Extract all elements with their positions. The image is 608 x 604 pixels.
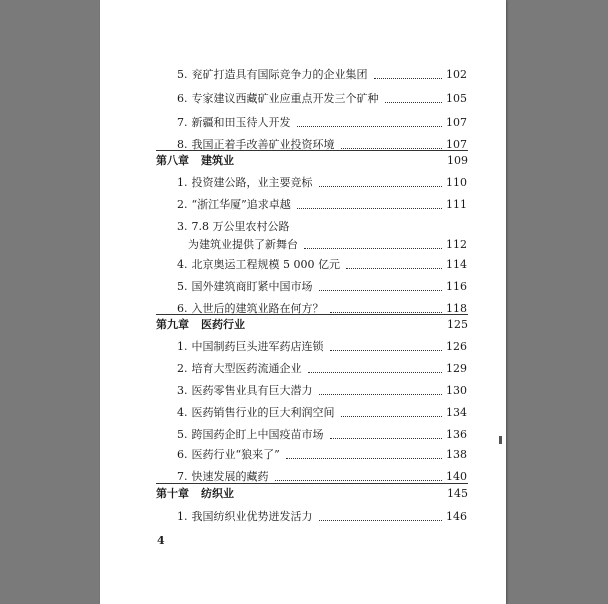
- entry-page: 140: [446, 470, 467, 483]
- toc-entry[interactable]: [177, 428, 467, 441]
- entry-title: 中国制药巨头进军药店连锁: [191, 340, 324, 353]
- entry-title: 北京奥运工程规模 5 000 亿元: [191, 258, 340, 271]
- entry-title-continued: 为建筑业提供了新舞台: [188, 238, 298, 251]
- entry-page: 110: [446, 176, 467, 189]
- toc-entry[interactable]: [177, 448, 467, 461]
- dot-leader: [330, 311, 443, 313]
- entry-number: 7.: [177, 470, 188, 483]
- entry-number: 3.: [177, 220, 188, 233]
- dot-leader: [385, 101, 443, 103]
- dot-leader: [286, 457, 442, 459]
- entry-title: 医药销售行业的巨大利润空间: [191, 406, 335, 419]
- chapter-page: 109: [447, 154, 468, 167]
- entry-number: 3.: [177, 384, 188, 397]
- dot-leader: [341, 415, 443, 417]
- chapter-page: 125: [447, 318, 468, 331]
- chapter-number: 第十章: [156, 487, 189, 500]
- entry-title: 我国正着手改善矿业投资环境: [191, 138, 335, 151]
- entry-page: 118: [446, 302, 467, 315]
- dot-leader: [319, 289, 443, 291]
- entry-number: 7.: [177, 116, 188, 129]
- entry-title: 培育大型医药流通企业: [191, 362, 302, 375]
- entry-title: “浙江华厦”追求卓越: [191, 198, 291, 211]
- toc-entry-first-line: [177, 220, 290, 233]
- toc-entry[interactable]: [177, 92, 467, 105]
- entry-page: 107: [446, 138, 467, 151]
- toc-entry[interactable]: [188, 238, 467, 251]
- entry-number: 6.: [177, 448, 188, 461]
- chapter-title: 建筑业: [201, 154, 234, 167]
- entry-number: 4.: [177, 258, 188, 271]
- entry-page: 105: [446, 92, 467, 105]
- toc-entry[interactable]: [177, 258, 467, 271]
- entry-title: 兖矿打造具有国际竞争力的企业集团: [191, 68, 368, 81]
- entry-page: 126: [446, 340, 467, 353]
- toc-entry[interactable]: [177, 470, 467, 483]
- dot-leader: [304, 247, 442, 249]
- entry-page: 107: [446, 116, 467, 129]
- toc-chapter[interactable]: [156, 318, 468, 331]
- entry-number: 5.: [177, 68, 188, 81]
- entry-title: 7.8 万公里农村公路: [191, 220, 290, 233]
- entry-page: 102: [446, 68, 467, 81]
- entry-number: 2.: [177, 198, 188, 211]
- entry-page: 130: [446, 384, 467, 397]
- dot-leader: [297, 125, 443, 127]
- entry-number: 4.: [177, 406, 188, 419]
- toc-entry[interactable]: [177, 198, 467, 211]
- entry-page: 146: [446, 510, 467, 523]
- dot-leader: [374, 77, 443, 79]
- dot-leader: [341, 147, 443, 149]
- dot-leader: [319, 185, 443, 187]
- toc-entry[interactable]: [177, 68, 467, 81]
- entry-page: 138: [446, 448, 467, 461]
- entry-page: 136: [446, 428, 467, 441]
- entry-title: 跨国药企盯上中国疫苗市场: [191, 428, 324, 441]
- toc-entry[interactable]: [177, 280, 467, 293]
- entry-title: 入世后的建筑业路在何方？: [191, 302, 324, 315]
- dot-leader: [330, 349, 443, 351]
- dot-leader: [308, 371, 443, 373]
- entry-number: 1.: [177, 176, 188, 189]
- entry-number: 6.: [177, 92, 188, 105]
- entry-title: 快速发展的藏药: [191, 470, 269, 483]
- chapter-page: 145: [447, 487, 468, 500]
- scan-mark: [499, 436, 502, 444]
- chapter-divider: [156, 150, 468, 151]
- entry-title: 国外建筑商盯紧中国市场: [191, 280, 313, 293]
- toc-entry[interactable]: [177, 176, 467, 189]
- chapter-title: 纺织业: [201, 487, 234, 500]
- entry-number: 5.: [177, 280, 188, 293]
- entry-number: 6.: [177, 302, 188, 315]
- toc-chapter[interactable]: [156, 154, 468, 167]
- toc-entry[interactable]: [177, 340, 467, 353]
- entry-number: 1.: [177, 340, 188, 353]
- toc-entry[interactable]: [177, 510, 467, 523]
- entry-page: 111: [446, 198, 467, 211]
- chapter-number: 第九章: [156, 318, 189, 331]
- entry-title: 医药零售业具有巨大潜力: [191, 384, 313, 397]
- toc-entry[interactable]: [177, 362, 467, 375]
- entry-page: 134: [446, 406, 467, 419]
- toc-entry[interactable]: [177, 406, 467, 419]
- entry-page: 129: [446, 362, 467, 375]
- chapter-divider: [156, 314, 468, 315]
- entry-title: 我国纺织业优势迸发活力: [191, 510, 313, 523]
- dot-leader: [330, 437, 443, 439]
- entry-title: 专家建议西藏矿业应重点开发三个矿种: [191, 92, 379, 105]
- entry-number: 8.: [177, 138, 188, 151]
- entry-page: 112: [446, 238, 467, 251]
- chapter-number: 第八章: [156, 154, 189, 167]
- dot-leader: [297, 207, 442, 209]
- chapter-divider: [156, 483, 468, 484]
- page-number: 4: [157, 534, 165, 547]
- document-page: [100, 0, 506, 604]
- dot-leader: [319, 393, 443, 395]
- dot-leader: [275, 479, 443, 481]
- toc-entry[interactable]: [177, 116, 467, 129]
- entry-page: 114: [446, 258, 467, 271]
- entry-number: 2.: [177, 362, 188, 375]
- entry-number: 5.: [177, 428, 188, 441]
- dot-leader: [346, 267, 442, 269]
- entry-title: 投资建公路，业主要竞标: [191, 176, 313, 189]
- chapter-title: 医药行业: [201, 318, 245, 331]
- entry-title: 新疆和田玉待人开发: [191, 116, 291, 129]
- toc-entry[interactable]: [177, 384, 467, 397]
- entry-title: 医药行业“狼来了”: [191, 448, 280, 461]
- toc-chapter[interactable]: [156, 487, 468, 500]
- entry-number: 1.: [177, 510, 188, 523]
- entry-page: 116: [446, 280, 467, 293]
- dot-leader: [319, 519, 443, 521]
